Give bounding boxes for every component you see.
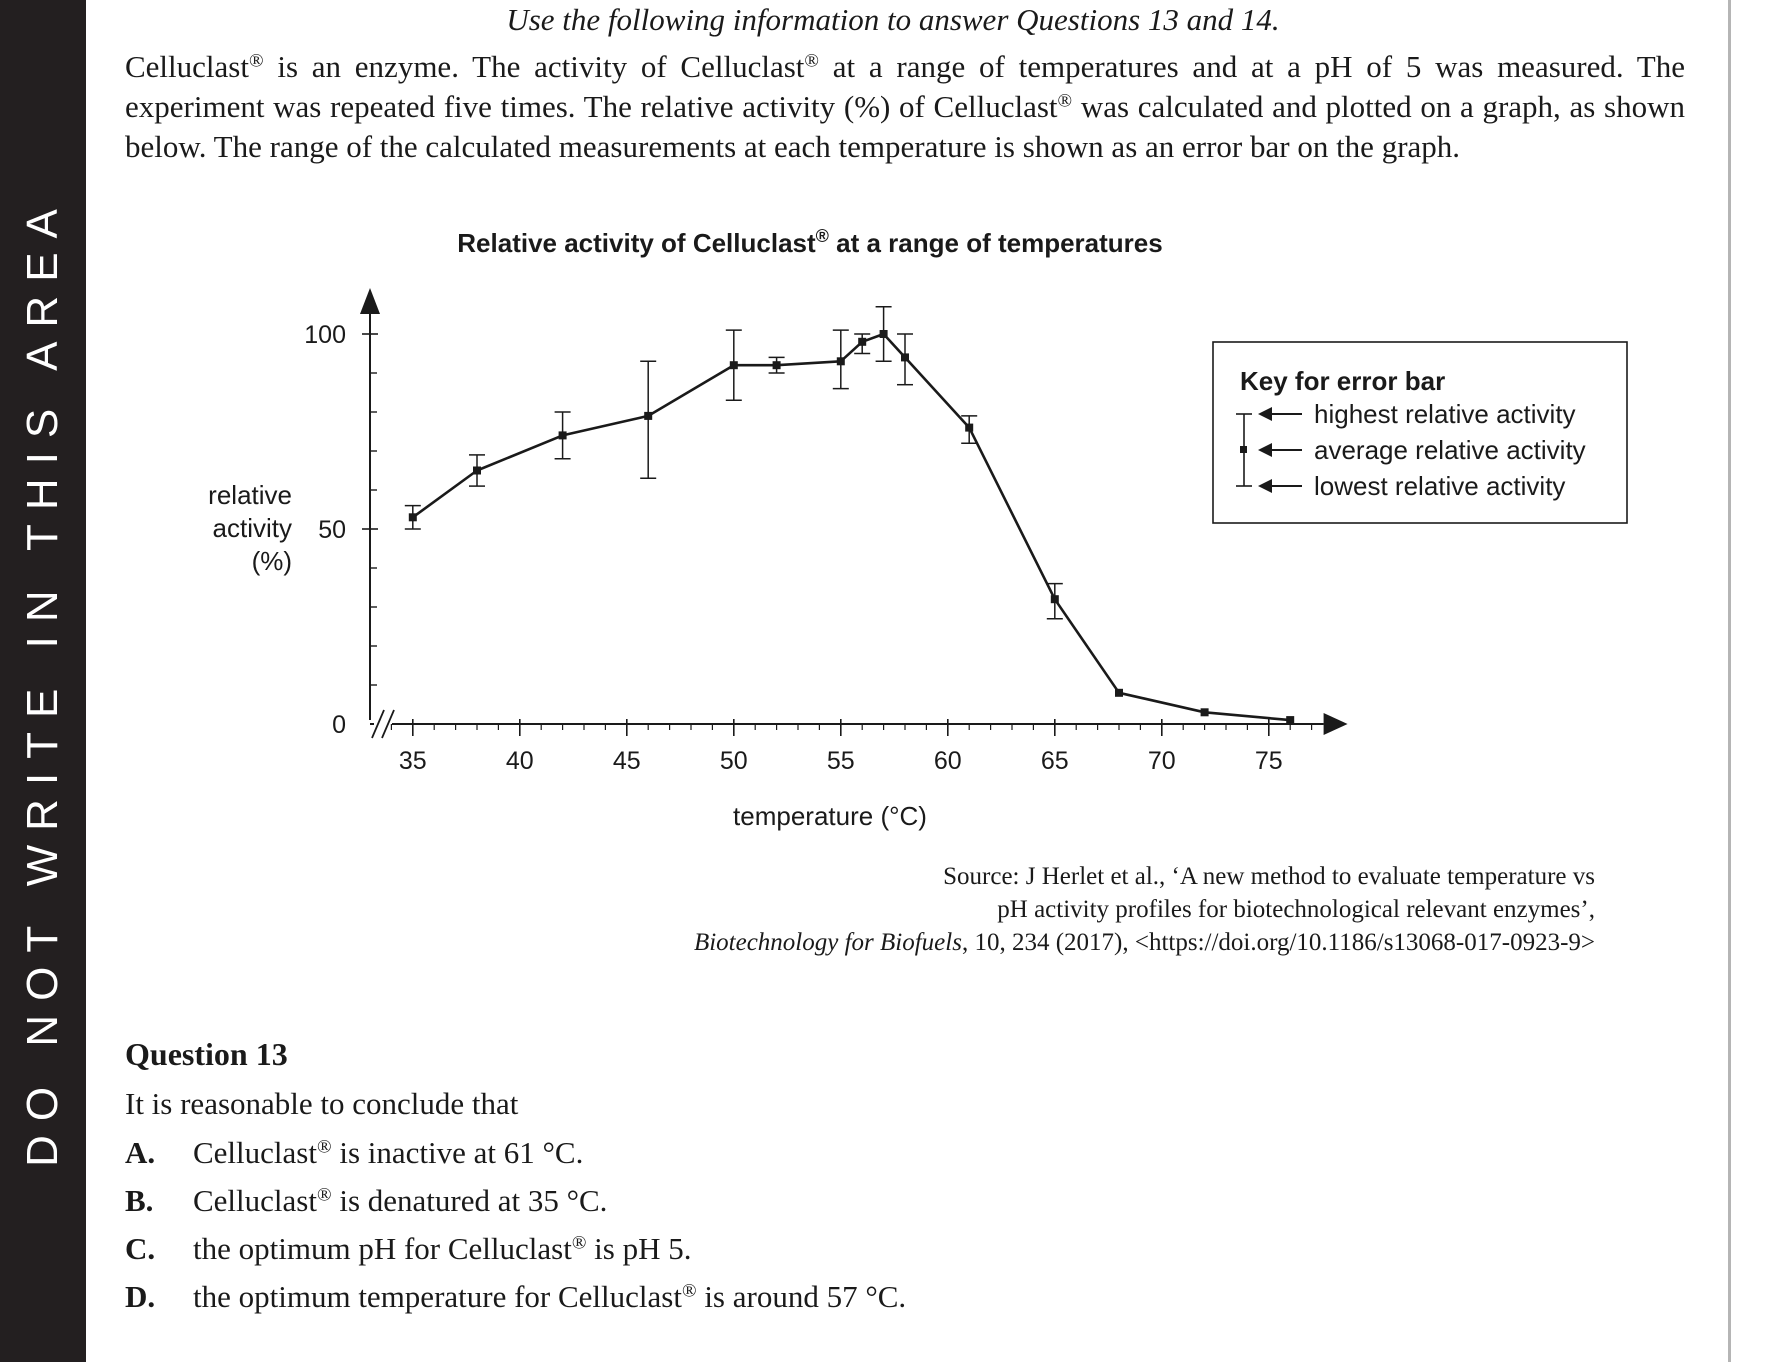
source-line: [540, 926, 1595, 959]
registered-mark: ®: [248, 50, 264, 72]
question-stem: It is reasonable to conclude that: [125, 1086, 519, 1121]
y-axis-label: [208, 480, 292, 576]
option-text: Celluclast: [193, 1183, 317, 1218]
y-tick-label: 50: [318, 516, 346, 544]
data-point: [837, 357, 845, 365]
registered-mark: ®: [804, 50, 819, 72]
option-letter: D.: [125, 1279, 156, 1314]
key-title: Key for error bar: [1240, 366, 1446, 396]
x-tick-label: 35: [398, 747, 427, 775]
registered-mark: ®: [681, 1280, 697, 1302]
chart-series: [405, 307, 1294, 724]
registered-mark: ®: [571, 1232, 587, 1254]
option-letter: C.: [125, 1231, 156, 1266]
x-tick-label: 60: [933, 747, 962, 775]
y-axis-arrow-icon: [360, 288, 380, 314]
data-point: [1051, 595, 1059, 603]
option-text: Celluclast: [193, 1135, 317, 1170]
x-tick-label: 55: [826, 747, 855, 775]
y-axis-label-line: activity: [212, 513, 292, 543]
x-tick-label: 45: [612, 747, 641, 775]
x-tick-label: 65: [1040, 747, 1069, 775]
x-axis-label: temperature (°C): [733, 801, 927, 831]
key-item-lowest: lowest relative activity: [1314, 471, 1566, 501]
data-point: [901, 353, 909, 361]
x-tick-label: 40: [505, 747, 534, 775]
answer-option-d[interactable]: [125, 1279, 906, 1315]
data-point: [644, 412, 652, 420]
registered-mark: ®: [316, 1184, 332, 1206]
option-letter: A.: [125, 1135, 156, 1170]
data-point: [409, 513, 417, 521]
source-citation: [540, 860, 1595, 959]
margin-warning-text: DO NOT WRITE IN THIS AREA: [18, 195, 67, 1167]
chart-ticks: [304, 321, 1311, 775]
data-point: [773, 361, 781, 369]
data-point: [1115, 689, 1123, 697]
y-axis-label-line: (%): [251, 546, 292, 576]
data-point: [965, 424, 973, 432]
x-tick-label: 75: [1254, 747, 1283, 775]
chart-axes: [360, 288, 1348, 738]
answer-option-b[interactable]: [125, 1183, 607, 1219]
x-tick-label: 50: [719, 747, 748, 775]
question-title: Question 13: [125, 1036, 288, 1072]
option-text-rest: is pH 5.: [586, 1231, 692, 1266]
x-tick-label: 70: [1147, 747, 1176, 775]
data-point: [1201, 708, 1209, 716]
option-letter: B.: [125, 1183, 154, 1218]
intro-text-3: at a range of temperatures and at a pH of 5 was measured. The experiment was repeated five times. The relative activity (%) of Celluclast: [125, 49, 1685, 124]
key-item-average: average relative activity: [1314, 435, 1586, 465]
answer-option-a[interactable]: [125, 1135, 583, 1171]
intro-text-4: was calculated and plotted on a graph, as shown below. The range of the calculated measurements at each temperature is shown as an error bar on the graph.: [125, 89, 1685, 164]
option-text: the optimum temperature for Celluclast: [193, 1279, 682, 1314]
data-point: [880, 330, 888, 338]
chart-title: [457, 226, 1162, 258]
data-point: [1286, 716, 1294, 724]
source-line: Source: J Herlet et al., ‘A new method to evaluate temperature vs: [943, 863, 1595, 890]
journal-name: Biotechnology for Biofuels: [693, 929, 962, 956]
option-text-rest: is around 57 °C.: [696, 1279, 907, 1314]
key-item-highest: highest relative activity: [1314, 399, 1576, 429]
y-tick-label: 0: [332, 711, 346, 739]
error-bar-key: [1213, 342, 1627, 523]
intro-text-1: Celluclast: [125, 49, 249, 84]
source-details: , 10, 234 (2017), <https://doi.org/10.1186/s13068-017-0923-9>: [961, 929, 1595, 956]
y-tick-label: 100: [304, 321, 346, 349]
data-point: [730, 361, 738, 369]
data-point: [473, 467, 481, 475]
y-axis-label-line: relative: [208, 480, 292, 510]
intro-text-2: is an enzyme. The activity of Celluclast: [263, 49, 805, 84]
series-line: [413, 334, 1290, 720]
x-axis-arrow-icon: [1324, 713, 1348, 735]
option-text-rest: is denatured at 35 °C.: [331, 1183, 608, 1218]
data-point: [858, 338, 866, 346]
answer-option-c[interactable]: [125, 1231, 692, 1267]
chart-title-text: Relative activity of Celluclast: [457, 228, 816, 258]
option-text-rest: is inactive at 61 °C.: [331, 1135, 584, 1170]
data-point: [559, 431, 567, 439]
registered-mark: ®: [316, 1136, 332, 1158]
registered-mark: ®: [1057, 90, 1073, 112]
chart-title-text-rest: at a range of temperatures: [828, 228, 1163, 258]
chart-title-reg: ®: [815, 226, 829, 246]
option-text: the optimum pH for Celluclast: [193, 1231, 572, 1266]
source-line: pH activity profiles for biotechnological relevant enzymes’,: [997, 896, 1595, 923]
instruction-line: Use the following information to answer Questions 13 and 14.: [506, 2, 1280, 37]
